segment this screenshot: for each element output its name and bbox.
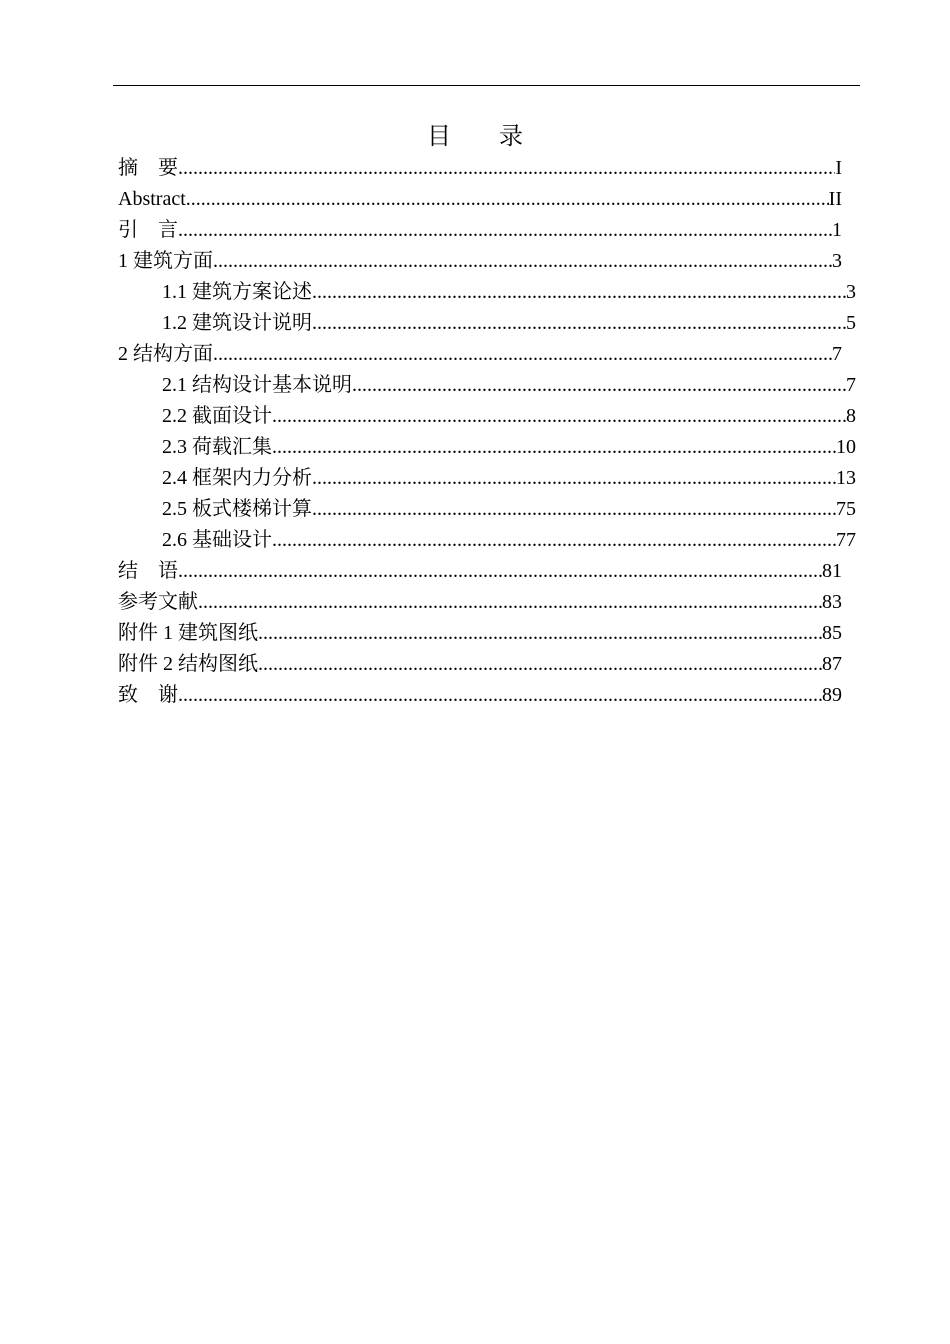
toc-entry-page-number: 77 — [836, 529, 856, 551]
toc-entry[interactable] — [162, 525, 856, 556]
toc-entry-page-number: 83 — [822, 591, 842, 613]
toc-entry-label: 附件 1 建筑图纸 — [118, 622, 258, 644]
header-rule — [113, 85, 860, 86]
toc-title: 目 录 — [427, 122, 523, 150]
toc-dot-leader — [198, 587, 822, 618]
toc-entry-page-number: 1 — [832, 219, 842, 241]
toc-entry-page-number: 7 — [846, 374, 856, 396]
toc-entry-page-number: 87 — [822, 653, 842, 675]
toc-dot-leader — [272, 432, 836, 463]
toc-entry-page-number: 81 — [822, 560, 842, 582]
toc-entry[interactable] — [162, 277, 856, 308]
toc-entry-page-number: 5 — [846, 312, 856, 334]
toc-entry-label: 结 语 — [118, 560, 178, 582]
toc-dot-leader — [352, 370, 846, 401]
toc-entry-label: 2.6 基础设计 — [162, 529, 272, 551]
toc-entry[interactable] — [118, 556, 842, 587]
toc-entry-label: 2.5 板式楼梯计算 — [162, 498, 312, 520]
toc-dot-leader — [178, 556, 822, 587]
toc-entry-page-number: 85 — [822, 622, 842, 644]
toc-entry-label: 2 结构方面 — [118, 343, 213, 365]
toc-entry-label: 1.2 建筑设计说明 — [162, 312, 312, 334]
toc-entry-label: 引 言 — [118, 219, 178, 241]
toc-entry-label: 2.4 框架内力分析 — [162, 467, 312, 489]
toc-entry-page-number: 75 — [836, 498, 856, 520]
toc-dot-leader — [312, 308, 846, 339]
toc-entry-page-number: I — [835, 157, 842, 179]
toc-dot-leader — [178, 215, 832, 246]
toc-entry-label: 参考文献 — [118, 591, 198, 613]
toc-dot-leader — [258, 649, 822, 680]
toc-entry-page-number: II — [828, 188, 842, 210]
toc-entry-label: 摘 要 — [118, 157, 178, 179]
toc-entry-page-number: 10 — [836, 436, 856, 458]
toc-entry-page-number: 8 — [846, 405, 856, 427]
toc-dot-leader — [186, 184, 829, 215]
toc-entry[interactable] — [162, 401, 856, 432]
toc-entry[interactable] — [118, 339, 842, 370]
toc-dot-leader — [178, 153, 835, 184]
toc-entry[interactable] — [162, 370, 856, 401]
toc-dot-leader — [213, 246, 832, 277]
toc-entry-page-number: 89 — [822, 684, 842, 706]
toc-dot-leader — [272, 401, 846, 432]
toc-entry-label: 2.1 结构设计基本说明 — [162, 374, 352, 396]
toc-entry[interactable] — [118, 153, 842, 184]
toc-entry-label: 致 谢 — [118, 684, 178, 706]
toc-entry[interactable] — [162, 432, 856, 463]
toc-dot-leader — [312, 277, 846, 308]
toc-entry[interactable] — [162, 463, 856, 494]
toc-entry[interactable] — [118, 215, 842, 246]
toc-entry[interactable] — [162, 308, 856, 339]
toc-entry[interactable] — [118, 246, 842, 277]
toc-entry[interactable] — [162, 494, 856, 525]
toc-entry-label: 1.1 建筑方案论述 — [162, 281, 312, 303]
toc-dot-leader — [258, 618, 822, 649]
toc-entry[interactable] — [118, 184, 842, 215]
toc-entry-label: 2.2 截面设计 — [162, 405, 272, 427]
toc-entry-page-number: 3 — [832, 250, 842, 272]
toc-entry-label: 2.3 荷载汇集 — [162, 436, 272, 458]
toc-entry[interactable] — [118, 680, 842, 711]
toc-entry-page-number: 7 — [832, 343, 842, 365]
toc-entry[interactable] — [118, 618, 842, 649]
toc-dot-leader — [272, 525, 836, 556]
toc-dot-leader — [312, 463, 836, 494]
toc-dot-leader — [213, 339, 832, 370]
toc-entry[interactable] — [118, 649, 842, 680]
toc-entry[interactable] — [118, 587, 842, 618]
toc-dot-leader — [312, 494, 836, 525]
toc-dot-leader — [178, 680, 822, 711]
toc-entry-page-number: 13 — [836, 467, 856, 489]
toc-entry-label: 附件 2 结构图纸 — [118, 653, 258, 675]
toc-entry-label: Abstract — [118, 188, 186, 210]
toc-entry-label: 1 建筑方面 — [118, 250, 213, 272]
toc-entry-page-number: 3 — [846, 281, 856, 303]
